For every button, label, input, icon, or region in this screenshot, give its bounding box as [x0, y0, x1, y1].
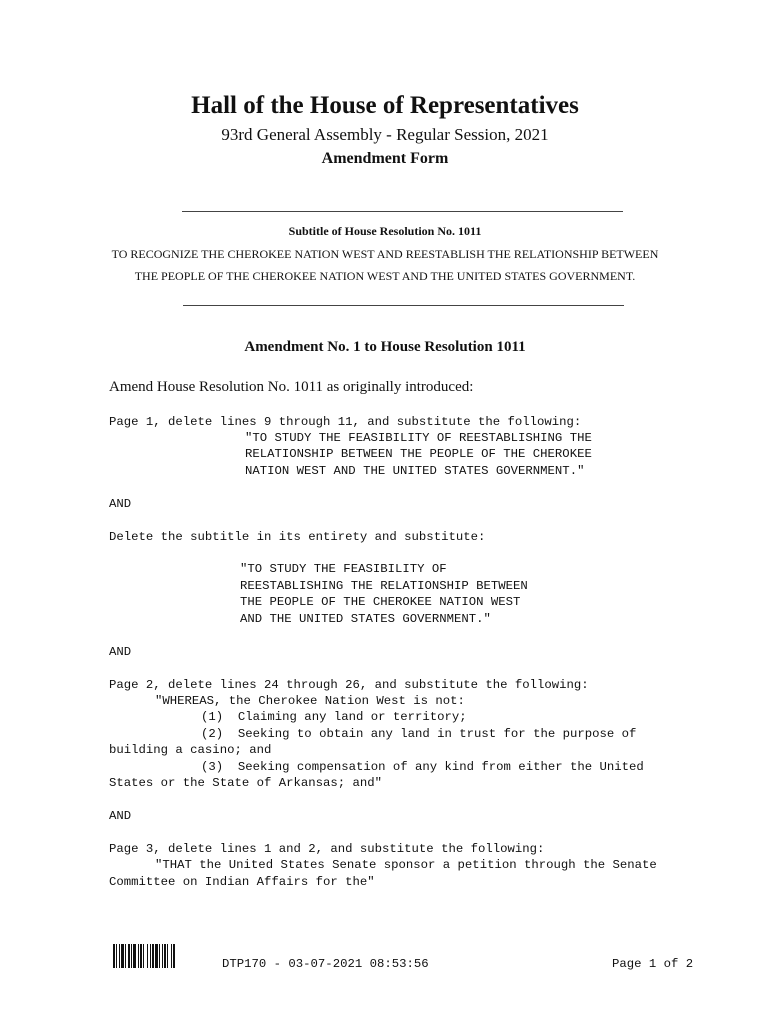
subtitle-text-line-1: TO RECOGNIZE THE CHEROKEE NATION WEST AND REESTABLISH THE RELATIONSHIP BETWEEN [111, 247, 659, 261]
amendment-line: (3) Seeking compensation of any kind from either the United [201, 760, 644, 774]
subtitle-text-line-2: THE PEOPLE OF THE CHEROKEE NATION WEST AND THE UNITED STATES GOVERNMENT. [134, 269, 636, 283]
document-stamp: DTP170 - 03-07-2021 08:53:56 [222, 957, 429, 971]
amendment-line: "TO STUDY THE FEASIBILITY OF REESTABLISHING THE [245, 431, 592, 445]
amendment-line: building a casino; and [109, 743, 272, 757]
amendment-line: Page 1, delete lines 9 through 11, and substitute the following: [109, 415, 582, 429]
amendment-line: REESTABLISHING THE RELATIONSHIP BETWEEN [240, 579, 528, 593]
amendment-line: AND THE UNITED STATES GOVERNMENT." [240, 612, 491, 626]
amendment-and: AND [109, 809, 132, 823]
subtitle-heading: Subtitle of House Resolution No. 1011 [288, 224, 482, 238]
amendment-line: Committee on Indian Affairs for the" [109, 875, 375, 889]
amendment-line: Page 3, delete lines 1 and 2, and substitute the following: [109, 842, 545, 856]
amendment-line: "THAT the United States Senate sponsor a petition through the Senate [155, 858, 657, 872]
amendment-line: NATION WEST AND THE UNITED STATES GOVERNMENT." [245, 464, 585, 478]
amendment-line: "TO STUDY THE FEASIBILITY OF [240, 562, 447, 576]
amendment-line: THE PEOPLE OF THE CHEROKEE NATION WEST [240, 595, 521, 609]
amendment-line: "WHEREAS, the Cherokee Nation West is not: [155, 694, 465, 708]
amendment-line: States or the State of Arkansas; and" [109, 776, 383, 790]
page-title: Hall of the House of Representatives [191, 92, 579, 119]
page-number: Page 1 of 2 [612, 957, 694, 971]
amendment-line: Page 2, delete lines 24 through 26, and substitute the following: [109, 678, 589, 692]
amendment-and: AND [109, 645, 132, 659]
divider [182, 211, 623, 212]
form-name: Amendment Form [321, 150, 449, 167]
session-line: 93rd General Assembly - Regular Session, 2021 [221, 125, 549, 144]
amendment-line: (2) Seeking to obtain any land in trust for the purpose of [201, 727, 637, 741]
amendment-intro: Amend House Resolution No. 1011 as originally introduced: [109, 379, 474, 395]
amendment-line: Delete the subtitle in its entirety and substitute: [109, 530, 486, 544]
amendment-heading: Amendment No. 1 to House Resolution 1011 [244, 339, 526, 355]
barcode-icon [113, 944, 201, 968]
divider [183, 305, 624, 306]
amendment-line: (1) Claiming any land or territory; [201, 710, 467, 724]
amendment-line: RELATIONSHIP BETWEEN THE PEOPLE OF THE CHEROKEE [245, 447, 592, 461]
amendment-and: AND [109, 497, 132, 511]
